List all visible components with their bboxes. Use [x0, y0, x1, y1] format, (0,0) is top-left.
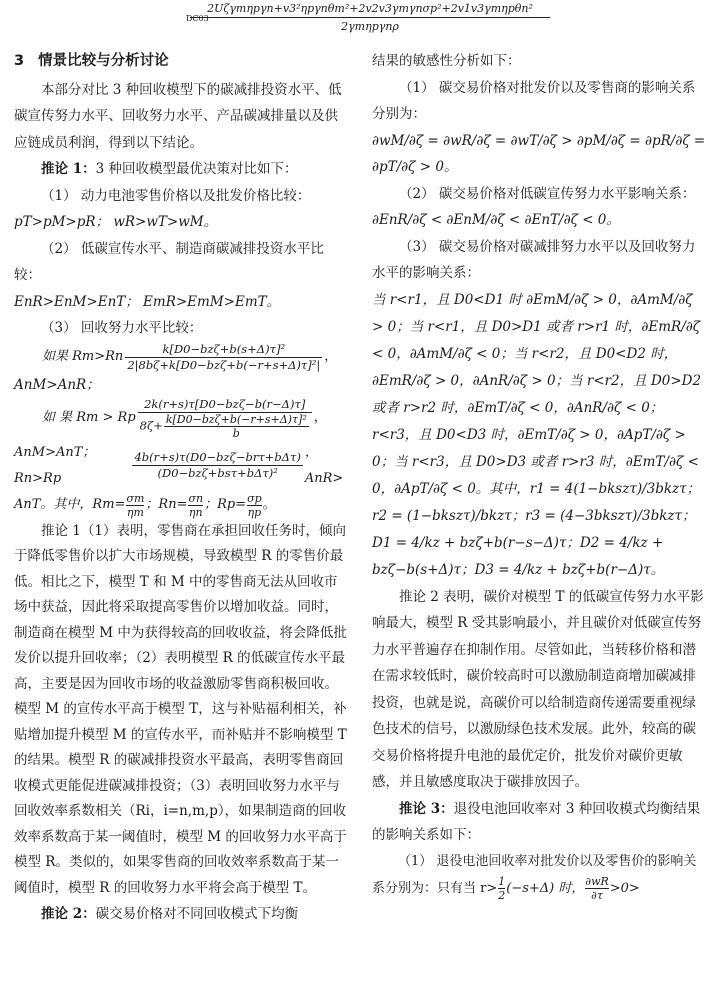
condition-3-prefix: AnM>AnT； Rn>Rp — [14, 444, 96, 486]
item-3-label: （3） 回收努力水平比较： — [41, 320, 203, 336]
corollary-3 — [372, 796, 708, 849]
corollary-1-discussion: 推论 1（1）表明，零售商在承担回收任务时，倾向于降低零售价以扩大市场规模，导致模型 R 的零售价最低。相比之下，模型 T 和 M 中的零售商无法从回收市场中获益，因此将采取提高零售价以增加收益。同时，制造商在模型 M 中为获得较高的回收收益，将会降低批发价以提升回收率；（2）表明模型 R 的低碳宣传水平最高，主要是因为回收市场的收益激励零售商积极回收。模型 M 的宣传水平高于模型 T，这与补贴福利相关，补贴增加提升模型 M 的宣传水平，而补贴并不影响模型 T 的结果。模型 R 的碳减排投资水平最高，表明零售商回收模式更能促进碳减排投资；（3）表明回收努力水平与回收效率系数相关（Ri，i=n,m,p），如果制造商的回收效率系数高于某一阈值时，模型 M 的回收努力水平高于模型 R。类似的，如果零售商的回收效率系数高于某一阈值时，模型 R 的回收努力水平将会高于模型 T。 — [14, 522, 347, 896]
top-equation — [186, 2, 550, 33]
item-2-label: （2） 低碳宣传水平、制造商碳减排投资水平比较： — [14, 240, 324, 283]
section-heading — [14, 48, 350, 75]
r2-label: （2） 碳交易价格对低碳宣传努力水平影响关系： — [399, 185, 696, 202]
def-rm-den: ηm — [126, 505, 144, 519]
section-number: 3 — [14, 53, 25, 69]
condition-3-denominator: (D0−bzζ+bsτ+bΔτ)² — [157, 466, 278, 480]
condition-2-fraction — [138, 397, 312, 440]
item-2-math: EnR>EnM>EnT； EmR>EmM>EmT。 — [14, 293, 281, 310]
intro-paragraph: 本部分对比 3 种回收模型下的碳减排投资水平、低碳宣传努力水平、回收努力水平、产品碳减排量以及供应链成员利润，得到以下结论。 — [14, 81, 342, 151]
condition-2-den-a: 8ζ+ — [139, 418, 163, 432]
def-rn-num: σn — [188, 491, 204, 505]
corollary-1-title: 推论 1： — [41, 161, 96, 177]
equation-denominator: 2γmηpγnρ — [341, 20, 399, 33]
condition-2-prefix: 如 果 Rm > Rp — [42, 410, 136, 425]
corollary-3-title: 推论 3： — [399, 800, 454, 817]
condition-1-prefix: 如果 Rm>Rn — [42, 349, 124, 364]
condition-3-fraction — [132, 450, 302, 481]
condition-1-fraction — [125, 342, 322, 373]
corollary-1-text: 3 种回收模型最优决策对比如下： — [95, 161, 298, 177]
r4-end: >0> — [609, 880, 640, 896]
equation-label: DC03 — [186, 14, 209, 23]
r1-math: ∂wM/∂ζ = ∂wR/∂ζ = ∂wT/∂ζ > ∂pM/∂ζ = ∂pR/∂ζ = ∂pT/∂ζ > 0。 — [372, 132, 706, 175]
corollary-3-text: 退役电池回收率对 3 种回收模式均衡结果的影响关系如下： — [372, 800, 701, 843]
r4-label: （1） 退役电池回收率对批发价以及零售价的影响关系分别为：只有当 r> — [372, 853, 697, 896]
r4-math: (−s+Δ) 时， — [506, 880, 585, 896]
corollary-2-title: 推论 2： — [41, 906, 96, 922]
item-1-label: （1） 动力电池零售价格以及批发价格比较： — [41, 187, 311, 204]
def-rm-num: σm — [126, 491, 145, 505]
r4-line — [372, 849, 708, 902]
def-rn-den: ηn — [188, 505, 203, 519]
left-column — [14, 48, 350, 928]
r4-deriv-num: ∂wR — [585, 874, 609, 888]
condition-1-denominator: 2|8bζ+k[D0−bzζ+b(−r+s+Δ)τ]²| — [127, 357, 321, 372]
condition-3 — [14, 440, 350, 492]
corollary-2-text: 碳交易价格对不同回收模式下均衡 — [95, 906, 299, 922]
def-rm-label: AnT。其中，Rm= — [14, 497, 126, 512]
condition-2-den-num: k[D0−bzζ+b(−r+s+Δ)τ]² — [165, 412, 307, 426]
right-column — [372, 48, 708, 902]
r3-label: （3） 碳交易价格对碳减排努力水平以及回收努力水平的影响关系： — [372, 238, 696, 281]
def-rp-den: ηp — [247, 505, 262, 519]
def-end: 。 — [262, 497, 276, 512]
condition-1-result: AnM>AnR； — [14, 376, 100, 393]
condition-2-denominator — [138, 413, 312, 440]
condition-2: 如 果 Rm > Rp 2k(r+s)τ[D0−bzζ−b(r−Δ)τ] 8ζ+ k[D0−bzζ+b(−r+s+Δ)τ]² b ， — [42, 396, 327, 440]
corollary-1 — [14, 156, 350, 183]
r2-math: ∂EnR/∂ζ < ∂EnM/∂ζ < ∂EnT/∂ζ < 0。 — [372, 212, 620, 228]
condition-2-den-den: b — [232, 426, 240, 440]
definitions — [14, 492, 350, 519]
condition-2-numerator: 2k(r+s)τ[D0−bzζ−b(r−Δ)τ] — [138, 397, 312, 413]
r4-deriv-den: ∂τ — [591, 888, 603, 902]
section-title: 情景比较与分析讨论 — [38, 53, 169, 69]
r4-frac-num: 1 — [498, 874, 506, 888]
def-rn-label: ；Rn= — [145, 497, 188, 512]
condition-3-result: ，AnR> — [304, 444, 344, 486]
right-continuation: 结果的敏感性分析如下： — [372, 53, 521, 69]
condition-3-numerator: 4b(r+s)τ(D0−bzζ−brτ+bΔτ) — [134, 450, 301, 464]
condition-1-numerator: k[D0−bzζ+b(s+Δ)τ]² — [125, 342, 322, 358]
def-rp-label: ；Rp= — [204, 497, 247, 512]
r1-label: （1） 碳交易价格对批发价以及零售商的影响关系分别为： — [372, 79, 696, 122]
equation-numerator: 2Uζγmηpγn+v3²ηpγnθm²+2v2v3γmγnσp²+2v1v3γmηpθn² — [190, 2, 550, 18]
corollary-2-discussion: 推论 2 表明，碳价对模型 T 的低碳宣传努力水平影响最大，模型 R 受其影响最小，并且碳价对低碳宣传努力水平普遍存在抑制作用。尽管如此，当转移价格和潜在需求较低时，碳价较高时可以激励制造商增加碳减排投资，也就是说，高碳价可以给制造商传递需要重视绿色技术的信号，以激励绿色技术发展。此外，较高的碳交易价格将提升电池的最优定价，批发价对碳价更敏感，并且敏感度取决于碳排放因子。 — [372, 588, 704, 790]
def-rp-num: σp — [247, 491, 262, 505]
condition-1: 如果 Rm>Rn $\frac{\text{k[D0−bzζ+b(s+Δ)τ]²}}{\text{2|8bζ+k[D0−bzζ+b(−r+s+Δ)τ]²|}}$ ， — [42, 341, 338, 372]
r4-frac-den: 2 — [498, 888, 506, 902]
r3-text: 当 r<r1，且 D0<D1 时 ∂EmM/∂ζ > 0，∂AmM/∂ζ > 0；当 r<r1，且 D0>D1 或者 r>r1 时，∂EmR/∂ζ < 0，∂AmM/∂ζ < 0；当 r<r2，且 D0<D2 时，∂EmR/∂ζ > 0，∂AnR/∂ζ > 0；当 r<r2，且 D0>D2 或者 r>r2 时，∂EmT/∂ζ < 0，∂AnR/∂ζ < 0；r<r3，且 D0<D3 时，∂EmT/∂ζ > 0，∂ApT/∂ζ > 0；当 r<r3，且 D0>D3 或者 r>r3 时，∂EmT/∂ζ < 0，∂ApT/∂ζ < 0。其中，r1 = 4(1−bkszτ)/3bkzτ；r2 = (1−bkszτ)/bkzτ；r3 = (4−3bkszτ)/3bkzτ；D1 = 4/kz + bzζ+b(r−s−Δ)τ；D2 = 4/kz + bzζ−b(s+Δ)τ；D3 = 4/kz + bzζ+b(r−Δ)τ。 — [372, 291, 702, 578]
corollary-2-intro — [14, 901, 350, 928]
item-1-math: pT>pM>pR； wR>wT>wM。 — [14, 214, 218, 230]
